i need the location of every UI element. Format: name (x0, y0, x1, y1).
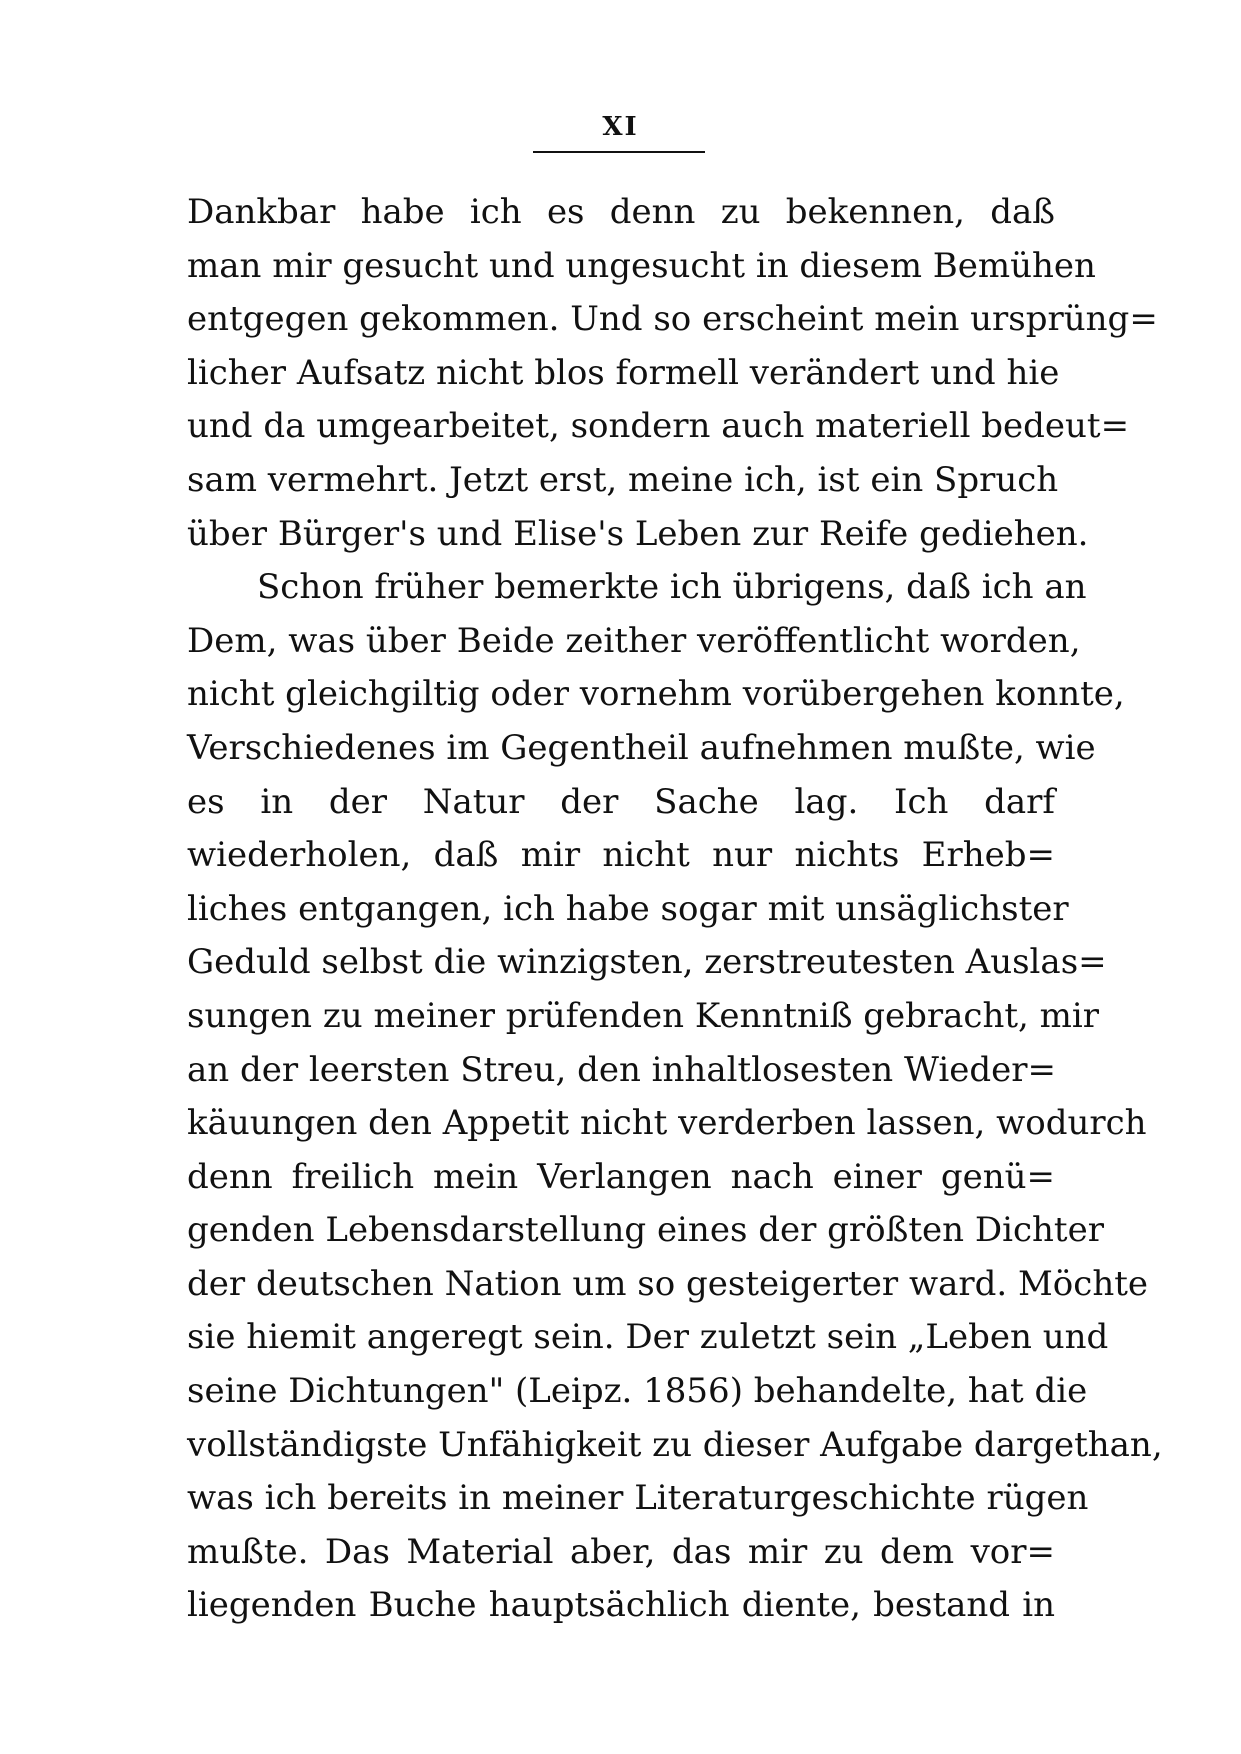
text-line: liegenden Buche hauptsächlich diente, bestand in (187, 1585, 1055, 1626)
text-line: und da umgearbeitet, sondern auch materiell bedeut= (187, 406, 1130, 447)
text-line: sie hiemit angeregt sein. Der zuletzt sein „Leben und (187, 1317, 1109, 1358)
text-line: man mir gesucht und ungesucht in diesem Bemühen (187, 245, 1096, 286)
text-line: entgegen gekommen. Und so erscheint mein ursprüng= (187, 299, 1158, 340)
text-line: es in der Natur der Sache lag. Ich darf (187, 781, 1055, 822)
text-line: genden Lebensdarstellung eines der größten Dichter (187, 1210, 1104, 1251)
text-line: denn freilich mein Verlangen nach einer genü= (187, 1156, 1055, 1197)
text-line: sungen zu meiner prüfenden Kenntniß gebracht, mir (187, 995, 1099, 1036)
paragraph-first-line: Schon früher bemerkte ich übrigens, daß ich an (257, 567, 1087, 608)
text-line: Dankbar habe ich es denn zu bekennen, daß (187, 192, 1055, 232)
page-number: XI (602, 112, 639, 142)
text-line: an der leersten Streu, den inhaltlosesten Wieder= (187, 1049, 1056, 1090)
text-line: Dem, was über Beide zeither veröffentlicht worden, (187, 620, 1081, 661)
header-rule (533, 151, 705, 153)
text-line: liches entgangen, ich habe sogar mit unsäglichster (187, 888, 1069, 929)
text-line: was ich bereits in meiner Literaturgeschichte rügen (187, 1478, 1089, 1519)
text-line: mußte. Das Material aber, das mir zu dem vor= (187, 1531, 1055, 1572)
text-line: der deutschen Nation um so gesteigerter ward. Möchte (187, 1263, 1148, 1304)
body-text (187, 186, 1163, 1633)
text-line: über Bürger's und Elise's Leben zur Reife gediehen. (187, 513, 1089, 554)
text-line: licher Aufsatz nicht blos formell verändert und hie (187, 352, 1060, 393)
text-line: Geduld selbst die winzigsten, zerstreutesten Auslas= (187, 942, 1107, 983)
text-line: seine Dichtungen" (Leipz. 1856) behandelte, hat die (187, 1371, 1088, 1412)
text-line: wiederholen, daß mir nicht nur nichts Erheb= (187, 835, 1055, 876)
text-line: vollständigste Unfähigkeit zu dieser Aufgabe dargethan, (187, 1424, 1163, 1465)
text-line: käuungen den Appetit nicht verderben lassen, wodurch (187, 1103, 1147, 1144)
text-line: sam vermehrt. Jetzt erst, meine ich, ist ein Spruch (187, 459, 1059, 500)
text-line: nicht gleichgiltig oder vornehm vorübergehen konnte, (187, 674, 1125, 715)
text-line: Verschiedenes im Gegentheil aufnehmen mußte, wie (187, 727, 1096, 768)
